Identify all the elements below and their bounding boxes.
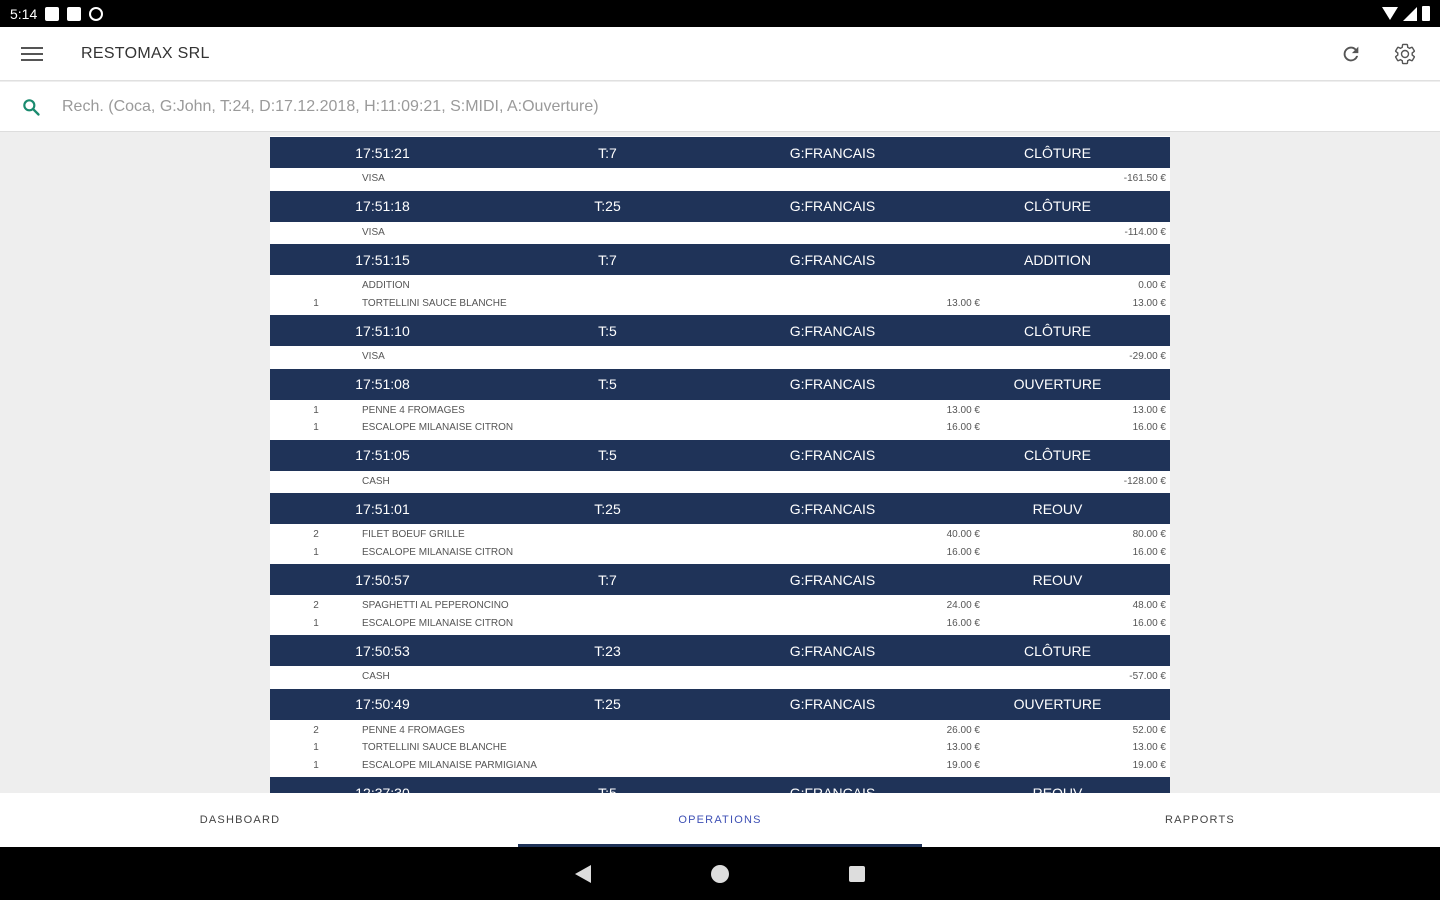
operation-table: T:7: [598, 251, 617, 268]
operation-action: CLÔTURE: [1024, 642, 1091, 659]
operation-group: G:FRANCAIS: [789, 571, 876, 588]
sync-icon: [89, 7, 103, 21]
operation-table: T:7: [598, 144, 617, 161]
operation-group: G:FRANCAIS: [789, 376, 876, 392]
line-qty: 1: [313, 759, 319, 771]
detail-line: [270, 224, 1170, 242]
line-total: 16.00 €: [1132, 617, 1166, 629]
operations-list[interactable]: [270, 136, 1170, 792]
line-desc: ESCALOPE MILANAISE CITRON: [362, 617, 514, 629]
operation-action: REOUV: [1032, 500, 1083, 517]
detail-line: [270, 402, 1170, 420]
detail-line: [270, 170, 1170, 188]
operation-detail: [270, 222, 1170, 244]
settings-gear-icon[interactable]: [1388, 37, 1422, 71]
recent-apps-icon[interactable]: [849, 866, 865, 882]
line-unit: 40.00 €: [946, 529, 980, 541]
operation-time: 17:51:01: [355, 500, 410, 517]
operation-time: 17:51:10: [355, 322, 410, 339]
line-unit: 26.00 €: [946, 724, 980, 736]
line-total: -161.50 €: [1123, 173, 1166, 185]
operation-header[interactable]: [270, 492, 1170, 524]
operation-group: G:FRANCAIS: [789, 447, 876, 463]
line-desc: TORTELLINI SAUCE BLANCHE: [362, 742, 507, 754]
operation-action: REOUV: [1032, 571, 1083, 588]
search-bar: [0, 82, 1440, 132]
operation-time: 17:50:49: [355, 696, 410, 712]
line-total: 52.00 €: [1132, 724, 1166, 736]
app-title: RESTOMAX SRL: [81, 44, 210, 62]
line-qty: 1: [313, 742, 319, 754]
signal-icon: [1403, 7, 1417, 21]
operation-action: OUVERTURE: [1013, 376, 1102, 392]
line-total: 13.00 €: [1132, 404, 1166, 416]
operation-detail: [270, 720, 1170, 777]
line-desc: FILET BOEUF GRILLE: [362, 529, 465, 541]
detail-line: [270, 757, 1170, 775]
refresh-icon[interactable]: [1334, 37, 1368, 71]
operation-group: G:FRANCAIS: [789, 144, 876, 161]
sd-card-icon: [67, 7, 81, 21]
line-qty: 2: [313, 724, 319, 736]
detail-line: [270, 615, 1170, 633]
operation-group: G:FRANCAIS: [789, 198, 876, 214]
operation-table: T:5: [598, 376, 617, 392]
operation-detail: [270, 524, 1170, 563]
line-qty: 1: [313, 422, 319, 434]
operation-header[interactable]: [270, 634, 1170, 666]
detail-line: [270, 597, 1170, 615]
line-total: 80.00 €: [1132, 529, 1166, 541]
line-desc: PENNE 4 FROMAGES: [362, 404, 465, 416]
line-qty: 1: [313, 617, 319, 629]
operation-header[interactable]: [270, 563, 1170, 595]
back-icon[interactable]: [575, 865, 591, 883]
line-unit: 16.00 €: [946, 422, 980, 434]
line-qty: 1: [313, 546, 319, 558]
operation-time: 17:51:05: [355, 447, 410, 463]
line-total: 19.00 €: [1132, 759, 1166, 771]
line-qty: 2: [313, 529, 319, 541]
status-bar: [0, 0, 1440, 27]
line-desc: VISA: [362, 173, 385, 185]
operation-table: T:7: [598, 571, 617, 588]
status-time: 5:14: [10, 5, 38, 22]
detail-line: [270, 544, 1170, 562]
detail-line: [270, 739, 1170, 757]
line-desc: VISA: [362, 226, 385, 238]
operation-detail: [270, 471, 1170, 493]
operation-table: T:5: [598, 447, 617, 463]
operation-action: CLÔTURE: [1024, 144, 1091, 161]
detail-line: [270, 473, 1170, 491]
line-desc: ESCALOPE MILANAISE CITRON: [362, 422, 514, 434]
detail-line: [270, 348, 1170, 366]
app-bar: [0, 27, 1440, 81]
operation-time: 17:50:57: [355, 571, 410, 588]
operation-table: T:25: [594, 500, 621, 517]
line-unit: 19.00 €: [946, 759, 980, 771]
operation-table: T:25: [594, 198, 621, 214]
line-total: 16.00 €: [1132, 546, 1166, 558]
operation-group: G:FRANCAIS: [789, 696, 876, 712]
operation-detail: [270, 666, 1170, 688]
operation-detail: [270, 275, 1170, 314]
operation-header[interactable]: [270, 190, 1170, 222]
detail-line: [270, 295, 1170, 313]
operation-time: 17:50:53: [355, 642, 410, 659]
line-total: 0.00 €: [1138, 280, 1166, 292]
detail-line: [270, 722, 1170, 740]
detail-line: [270, 526, 1170, 544]
search-input[interactable]: [62, 98, 1362, 116]
operation-group: G:FRANCAIS: [789, 322, 876, 339]
line-desc: PENNE 4 FROMAGES: [362, 724, 465, 736]
line-total: -57.00 €: [1129, 671, 1166, 683]
operation-group: G:FRANCAIS: [789, 642, 876, 659]
line-desc: ESCALOPE MILANAISE CITRON: [362, 546, 514, 558]
line-total: 16.00 €: [1132, 422, 1166, 434]
detail-line: [270, 277, 1170, 295]
operation-group: G:FRANCAIS: [789, 500, 876, 517]
operation-action: CLÔTURE: [1024, 447, 1091, 463]
line-desc: TORTELLINI SAUCE BLANCHE: [362, 297, 507, 309]
operation-detail: [270, 400, 1170, 439]
operation-time: 17:51:21: [355, 144, 410, 161]
line-unit: 16.00 €: [946, 546, 980, 558]
line-desc: CASH: [362, 671, 390, 683]
search-icon: [0, 97, 62, 117]
wifi-icon: [1382, 7, 1398, 20]
tab-operations[interactable]: OPERATIONS: [480, 793, 960, 847]
tab-rapports[interactable]: RAPPORTS: [1165, 814, 1235, 826]
line-qty: 2: [313, 600, 319, 612]
operation-header[interactable]: [270, 136, 1170, 168]
line-desc: ADDITION: [362, 280, 410, 292]
operation-group: G:FRANCAIS: [789, 251, 876, 268]
operation-header[interactable]: [270, 243, 1170, 275]
operation-detail: [270, 595, 1170, 634]
operation-detail: [270, 168, 1170, 190]
line-desc: VISA: [362, 351, 385, 363]
operation-time: 17:51:18: [355, 198, 410, 214]
menu-icon[interactable]: [0, 27, 64, 81]
line-total: -114.00 €: [1124, 226, 1166, 238]
operation-header[interactable]: [270, 368, 1170, 400]
operation-table: T:23: [594, 642, 621, 659]
line-desc: CASH: [362, 475, 390, 487]
battery-icon: [1422, 6, 1430, 21]
operation-action: CLÔTURE: [1024, 322, 1091, 339]
operation-table: T:25: [594, 696, 621, 712]
operation-header[interactable]: [270, 314, 1170, 346]
system-nav-bar: [0, 847, 1440, 900]
detail-line: [270, 419, 1170, 437]
line-qty: 1: [313, 297, 319, 309]
home-icon[interactable]: [711, 865, 729, 883]
bottom-tab-bar: [0, 793, 1440, 847]
line-unit: 13.00 €: [946, 404, 980, 416]
tab-dashboard[interactable]: DASHBOARD: [199, 814, 281, 826]
operation-header[interactable]: [270, 439, 1170, 471]
line-total: -29.00 €: [1129, 351, 1166, 363]
line-desc: SPAGHETTI AL PEPERONCINO: [362, 600, 509, 612]
line-unit: 24.00 €: [946, 600, 980, 612]
line-unit: 16.00 €: [946, 617, 980, 629]
operation-action: OUVERTURE: [1013, 696, 1102, 712]
line-total: 48.00 €: [1132, 600, 1166, 612]
operation-detail: [270, 346, 1170, 368]
notification-icon: [45, 7, 59, 21]
operation-header[interactable]: [270, 688, 1170, 720]
operation-time: 17:51:08: [355, 376, 410, 392]
line-qty: 1: [313, 404, 319, 416]
operation-action: CLÔTURE: [1024, 198, 1091, 214]
operation-table: T:5: [598, 322, 617, 339]
detail-line: [270, 668, 1170, 686]
operation-time: 17:51:15: [355, 251, 410, 268]
line-total: -128.00 €: [1123, 475, 1166, 487]
line-total: 13.00 €: [1132, 297, 1166, 309]
operation-action: ADDITION: [1024, 251, 1091, 268]
line-total: 13.00 €: [1132, 742, 1166, 754]
line-unit: 13.00 €: [946, 297, 980, 309]
line-unit: 13.00 €: [946, 742, 980, 754]
line-desc: ESCALOPE MILANAISE PARMIGIANA: [362, 759, 537, 771]
